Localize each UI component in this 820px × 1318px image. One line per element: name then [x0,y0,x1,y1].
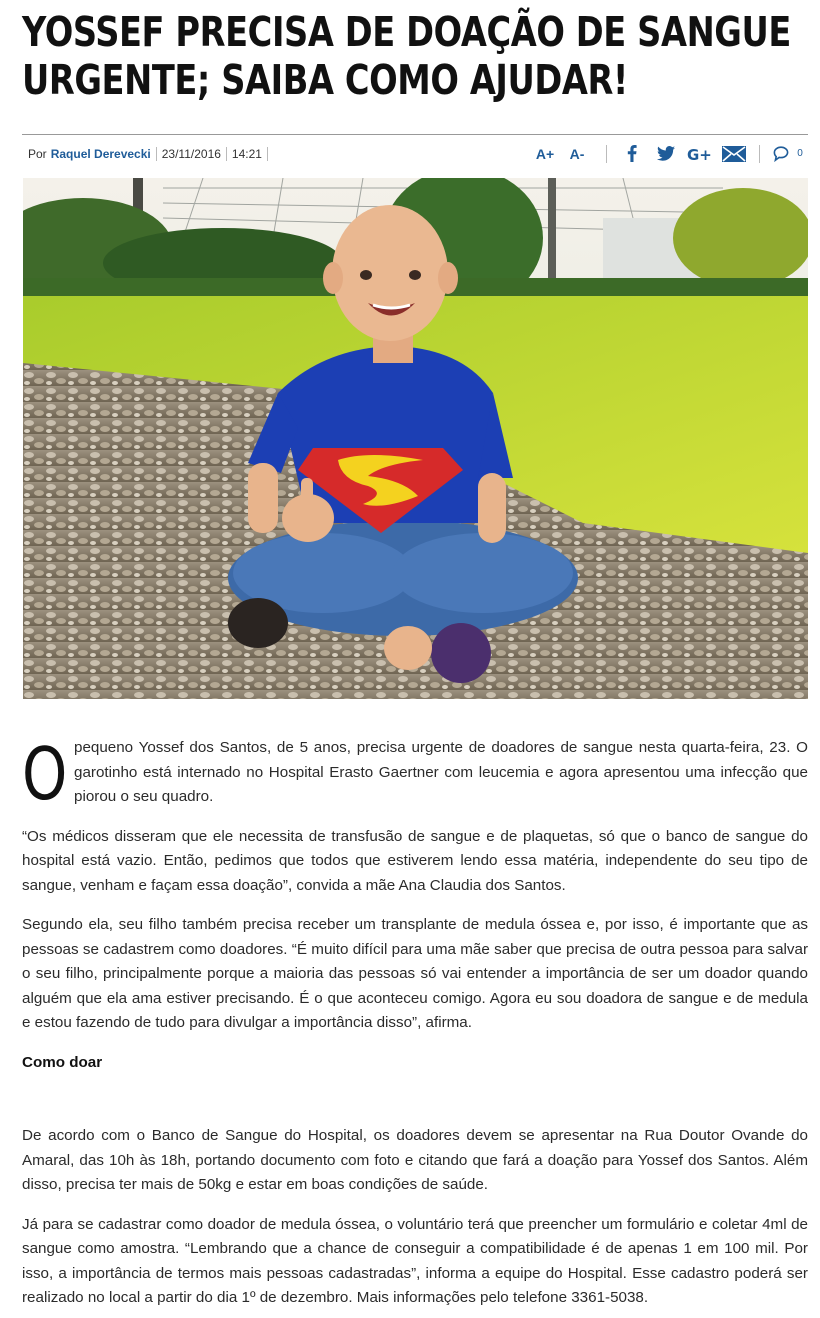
lead-paragraph [22,732,808,816]
comment-icon [773,146,789,162]
drop-cap: O [22,732,68,816]
svg-text:G+: G+ [687,145,712,162]
paragraph: Já para se cadastrar como doador de medula óssea, o voluntário terá que preencher um formulário e coletar 4ml de sangue como amostra. “Lembrando que a chance de conseguir a compatibilidade é de apenas 1 em 100 mil. Por isso, a importância de termos mais pessoas cadastradas”, informa a equipe do Hospital. Esse cadastro poderá ser realizado no local a partir do dia 1º de dezembro. Mais informações pelo telefone 3361-5038. [22,1215,808,1306]
byline-prefix: Por [28,146,47,161]
twitter-share-button[interactable] [649,144,683,164]
article-toolbar [530,144,808,164]
google-plus-share-button[interactable] [683,144,717,164]
paragraph: “Os médicos disseram que ele necessita de transfusão de sangue e de plaquetas, só que o banco de sangue do hospital está vazio. Então, pedimos que todos que estiverem lendo essa matéria, independente do seu tipo de sangue, venham e façam essa doação”, convida a mãe Ana Claudia dos Santos. [22,827,808,894]
comment-count: 0 [797,148,803,159]
google-plus-icon [687,146,713,162]
email-share-button[interactable] [717,144,751,164]
publish-date: 23/11/2016 [157,147,227,161]
section-heading: Como doar [22,1053,103,1071]
boy-photo [23,178,808,699]
byline [22,147,268,161]
facebook-icon [627,145,637,162]
font-increase-button[interactable]: A+ [535,145,555,162]
comments-button[interactable] [768,144,808,164]
publish-time: 14:21 [227,147,268,161]
paragraph: Segundo ela, seu filho também precisa receber um transplante de medula óssea e, por isso, é importante que as pessoas se cadastrem como doadores. “É muito difícil para uma mãe saber que precisa de outra pessoa para salvar o seu filho, principalmente porque a maioria das pessoas só vai entender a importância de ser um doador quando alguém que ela ama estiver precisando. É o que aconteceu comigo. Agora eu sou doadora de sangue e de medula e estou fazendo de tudo para divulgar a importância disso”, afirma. [22,916,808,1031]
toolbar-divider [759,145,760,163]
article-hero-image [23,178,808,699]
facebook-share-button[interactable] [615,144,649,164]
article-meta-bar [22,134,808,172]
paragraph: De acordo com o Banco de Sangue do Hospital, os doadores devem se apresentar na Rua Doutor Ovande do Amaral, das 10h às 18h, portando documento com foto e citando que fará a doação para Yossef dos Santos. Além disso, precisa ter mais de 50kg e estar em boas condições de saúde. [22,1127,808,1193]
article-body [22,732,808,1318]
article-title: YOSSEF PRECISA DE DOAÇÃO DE SANGUE URGENTE; SAIBA COMO AJUDAR! [22,8,791,104]
lead-text: pequeno Yossef dos Santos, de 5 anos, precisa urgente de doadores de sangue nesta quarta-feira, 23. O garotinho está internado no Hospital Erasto Gaertner com leucemia e agora apresentou uma infecção que piorou o seu quadro. [74,739,808,805]
author-link[interactable]: Raquel Derevecki [51,147,157,161]
font-decrease-button[interactable]: A- [569,145,585,162]
email-icon [722,146,746,162]
twitter-icon [657,146,675,161]
toolbar-divider [606,145,607,163]
